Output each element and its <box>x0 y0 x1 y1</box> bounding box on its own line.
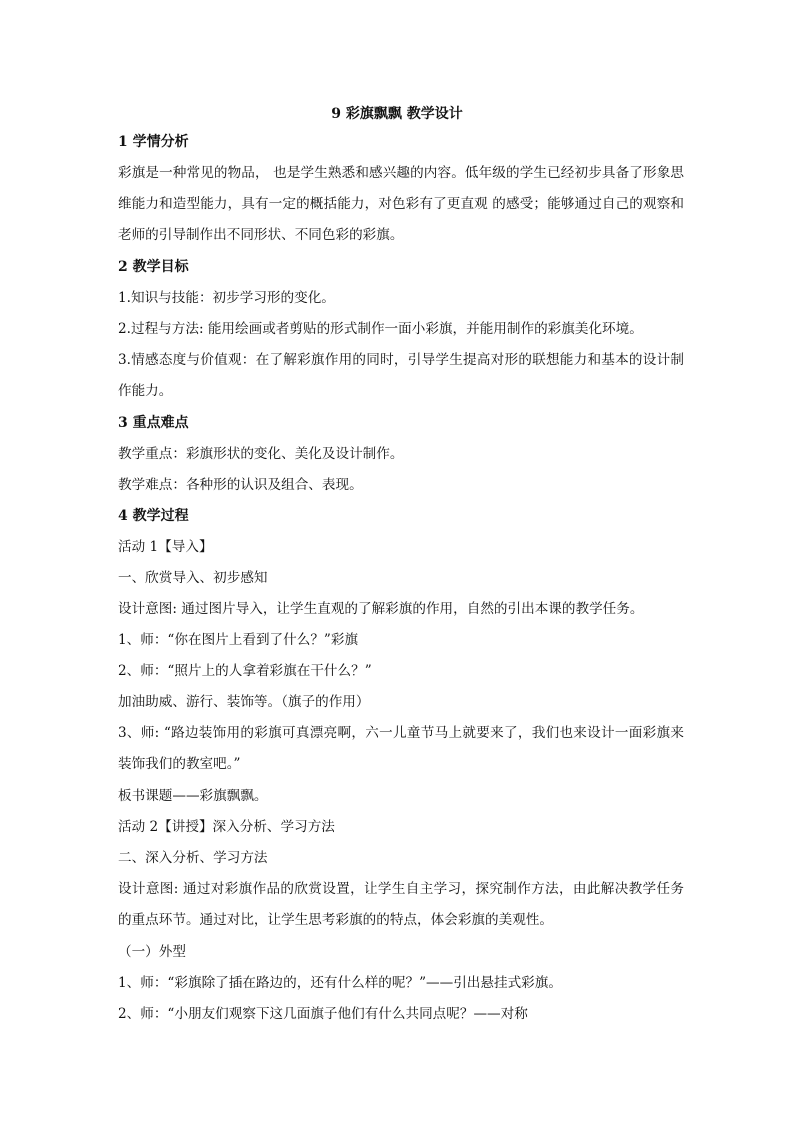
section-heading: 1 学情分析 <box>118 134 189 150</box>
text-line: 活动 2【讲授】深入分析、学习方法 <box>118 819 335 835</box>
text-line: 1、师：“彩旗除了插在路边的，还有什么样的呢？”——引出悬挂式彩旗。 <box>118 975 562 991</box>
text-line: 二、深入分析、学习方法 <box>118 850 268 866</box>
text-line: 2.过程与方法: 能用绘画或者剪贴的形式制作一面小彩旗，并能用制作的彩旗美化环境。 <box>118 321 643 337</box>
text-line: 教学重点：彩旗形状的变化、美化及设计制作。 <box>118 446 404 462</box>
text-line: 1、师：“你在图片上看到了什么？”彩旗 <box>118 632 359 648</box>
section-heading: 4 教学过程 <box>118 508 189 524</box>
text-line: 板书课题——彩旗飘飘。 <box>118 788 268 804</box>
text-line: 教学难点：各种形的认识及组合、表现。 <box>118 477 363 493</box>
document-title: 9 彩旗飘飘 教学设计 <box>331 106 463 122</box>
paragraph: 3、师: “路边装饰用的彩旗可真漂亮啊，六一儿童节马上就要来了，我们也来设计一面彩旗来装饰我们的教室吧。” <box>118 725 684 772</box>
text-line: 设计意图: 通过图片导入，让学生直观的了解彩旗的作用，自然的引出本课的教学任务。 <box>118 601 644 617</box>
paragraph: 设计意图: 通过对彩旗作品的欣赏设置，让学生自主学习，探究制作方法，由此解决教学任务的重点环节。通过对比，让学生思考彩旗的的特点，体会彩旗的美观性。 <box>118 881 684 928</box>
text-line: 加油助威、游行、装饰等。（旗子的作用） <box>118 694 370 710</box>
section-heading: 3 重点难点 <box>118 415 189 431</box>
paragraph: 3.情感态度与价值观：在了解彩旗作用的同时，引导学生提高对形的联想能力和基本的设计制作能力。 <box>118 352 684 399</box>
section-heading: 2 教学目标 <box>118 259 189 275</box>
text-line: 2、师：“小朋友们观察下这几面旗子他们有什么共同点呢？——对称 <box>118 1006 528 1022</box>
document-body <box>118 132 684 1035</box>
text-line: 1.知识与技能：初步学习形的变化。 <box>118 290 335 306</box>
text-line: 一、欣赏导入、初步感知 <box>118 570 268 586</box>
text-line: 活动 1【导入】 <box>118 539 213 555</box>
text-line: 2、师：“照片上的人拿着彩旗在干什么？” <box>118 663 372 679</box>
text-line: （一）外型 <box>118 944 186 960</box>
paragraph: 彩旗是一种常见的物品， 也是学生熟悉和感兴趣的内容。低年级的学生已经初步具备了形象思维能力和造型能力，具有一定的概括能力，对色彩有了更直观 的感受；能够通过自己的观察和老师的引导制作出不同形状、不同色彩的彩旗。 <box>118 165 684 243</box>
